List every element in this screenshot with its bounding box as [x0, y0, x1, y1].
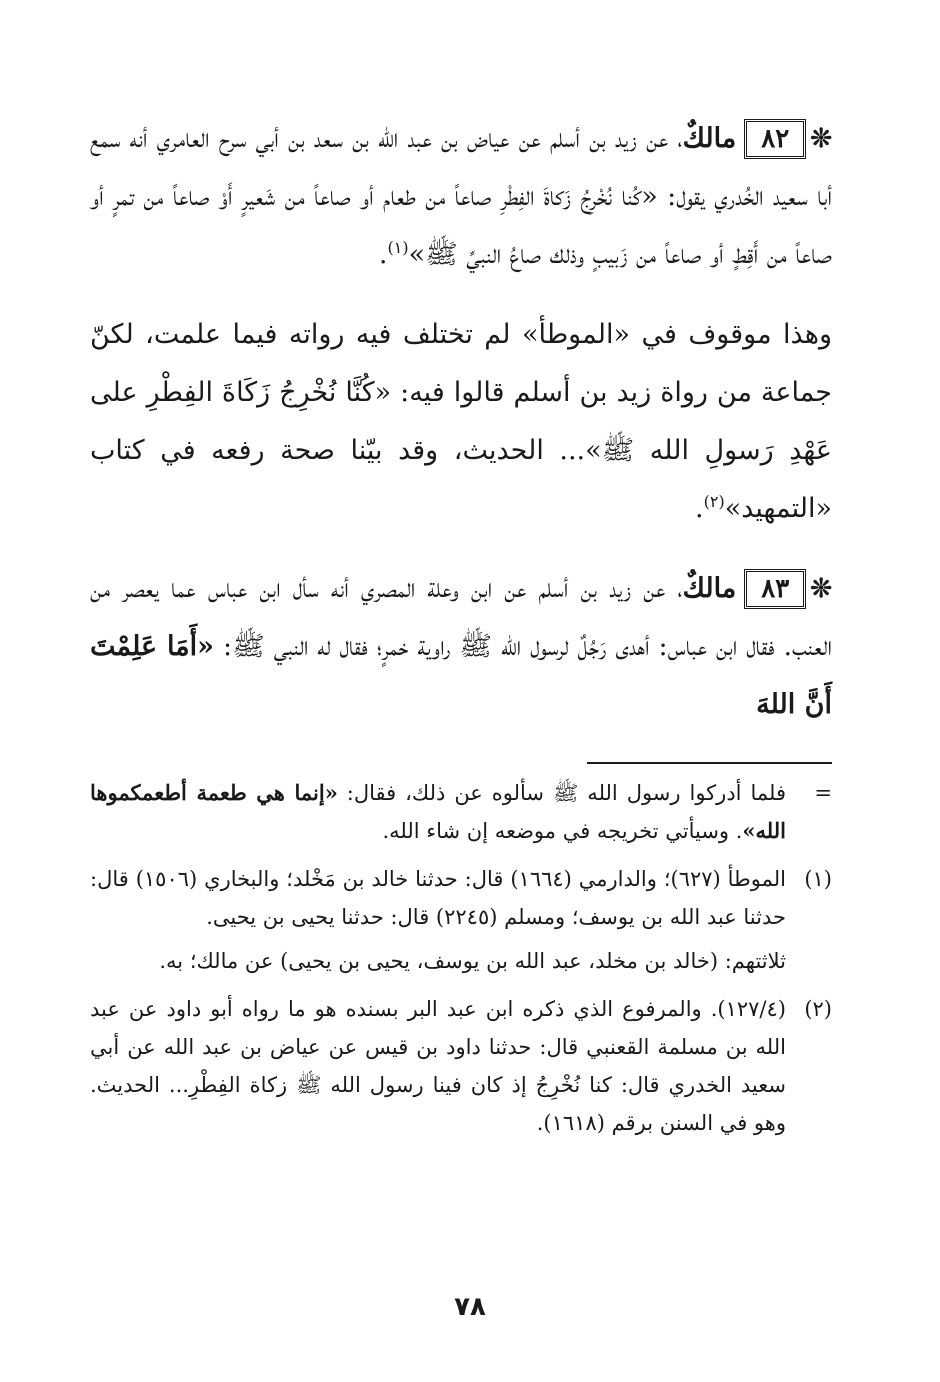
footnote-text: ثلاثتهم: (خالد بن مخلد، عبد الله بن يوسف، يحيى بن يحيى) عن مالك؛ به.	[159, 949, 786, 973]
footnote-2	[90, 990, 832, 1142]
page-content	[90, 110, 832, 1152]
footnote-body	[90, 990, 786, 1142]
footnote-text: الموطأ (٦٢٧)؛ والدارمي (١٦٦٤) قال: حدثنا خالد بن مَخْلد؛ والبخاري (١٥٠٦) قال: حدثنا عبد الله بن يوسف؛ ومسلم (٢٢٤٥) قال: حدثنا يحيى بن يحيى.	[90, 867, 786, 929]
footnote-ref-1[interactable]: (١)	[387, 238, 409, 257]
footnote-quote-bold: «إنما هي طعمة أطعمكموها الله»	[90, 780, 786, 843]
footnote-text: (١٢٧/٤). والمرفوع الذي ذكره ابن عبد البر بسنده هو ما رواه أبو داود عن عبد الله بن مسلمة القعنبي قال: حدثنا داود بن قيس عن عياض بن عبد الله عن أبي سعيد الخدري قال: كنا نُخْرِجُ إذ كان فينا رسول الله ﷺ زكاة الفِطْرِ... الحديث. وهو في السنن برقم (١٦١٨).	[90, 997, 786, 1135]
footnote-text: فلما أدركوا رسول الله ﷺ سألوه عن ذلك، فقال:	[337, 781, 786, 805]
footnote-continued	[90, 774, 832, 850]
commentary	[90, 306, 832, 538]
commentary-text: وهذا موقوف في «الموطأ» لم تختلف فيه رواته فيما علمت، لكنّ جماعة من رواة زيد بن أسلم قالوا فيه: «كُنَّا نُخْرِجُ زَكَاةَ الفِطْرِ على عَهْدِ رَسولِ الله ﷺ»... الحديث، وقد بيّنا صحة رفعه في كتاب «التمهيد»	[90, 319, 832, 524]
hadith-number-83	[744, 569, 832, 609]
footnote-text: . وسيأتي تخريجه في موضعه إن شاء الله.	[382, 819, 743, 843]
ornament-icon: ❊	[810, 574, 832, 604]
narrator-name: مالكٌ	[682, 123, 737, 154]
hadith-text: ، عن زيد بن أسلم عن ابن وعلة المصري أنه سأل ابن عباس عما يعصر من العنب. فقال ابن عباس: أهدى رَجُلٌ لرسول الله ﷺ راوية خمرٍ؛ فقال له النبي ﷺ:	[90, 573, 832, 662]
footnote-1	[90, 860, 832, 980]
footnote-body	[90, 860, 786, 980]
footnote-label: (١)	[804, 867, 832, 891]
hadith-end: .	[378, 239, 388, 270]
commentary-end: .	[695, 493, 704, 524]
hadith-83	[90, 560, 832, 734]
footnote-divider	[587, 762, 832, 764]
hadith-quote-bold: «أَمَا عَلِمْتَ أَنَّ اللهَ	[90, 631, 832, 720]
ornament-icon: ❊	[810, 124, 832, 154]
narrator-name: مالكٌ	[682, 573, 737, 604]
footnote-ref-2[interactable]: (٢)	[703, 492, 725, 511]
hadith-text: ، عن زيد بن أسلم عن عياض بن عبد الله بن سعد بن أبي سرح العامري أنه سمع أبا سعيد الخُدري يقول: «كُنا نُخْرِجُ زَكاةَ الفِطْرِ صاعاً من طعام أو صاعاً من شَعيرٍ أَوْ صاعاً من تمرٍ أو صاعاً من أَقِطٍ أو صاعاً من زَبيبٍ وذلك صاعُ النبيِّ ﷺ»	[90, 123, 832, 270]
hadith-number-box: ٨٣	[744, 569, 806, 609]
hadith-number-box: ٨٢	[744, 119, 806, 159]
hadith-number-82	[744, 119, 832, 159]
footnote-label: =	[814, 781, 832, 805]
footnotes	[90, 774, 832, 1142]
page-number: ٧٨	[454, 1292, 486, 1322]
footnote-label: (٢)	[804, 997, 832, 1021]
hadith-82	[90, 110, 832, 284]
footnote-body	[90, 774, 786, 850]
